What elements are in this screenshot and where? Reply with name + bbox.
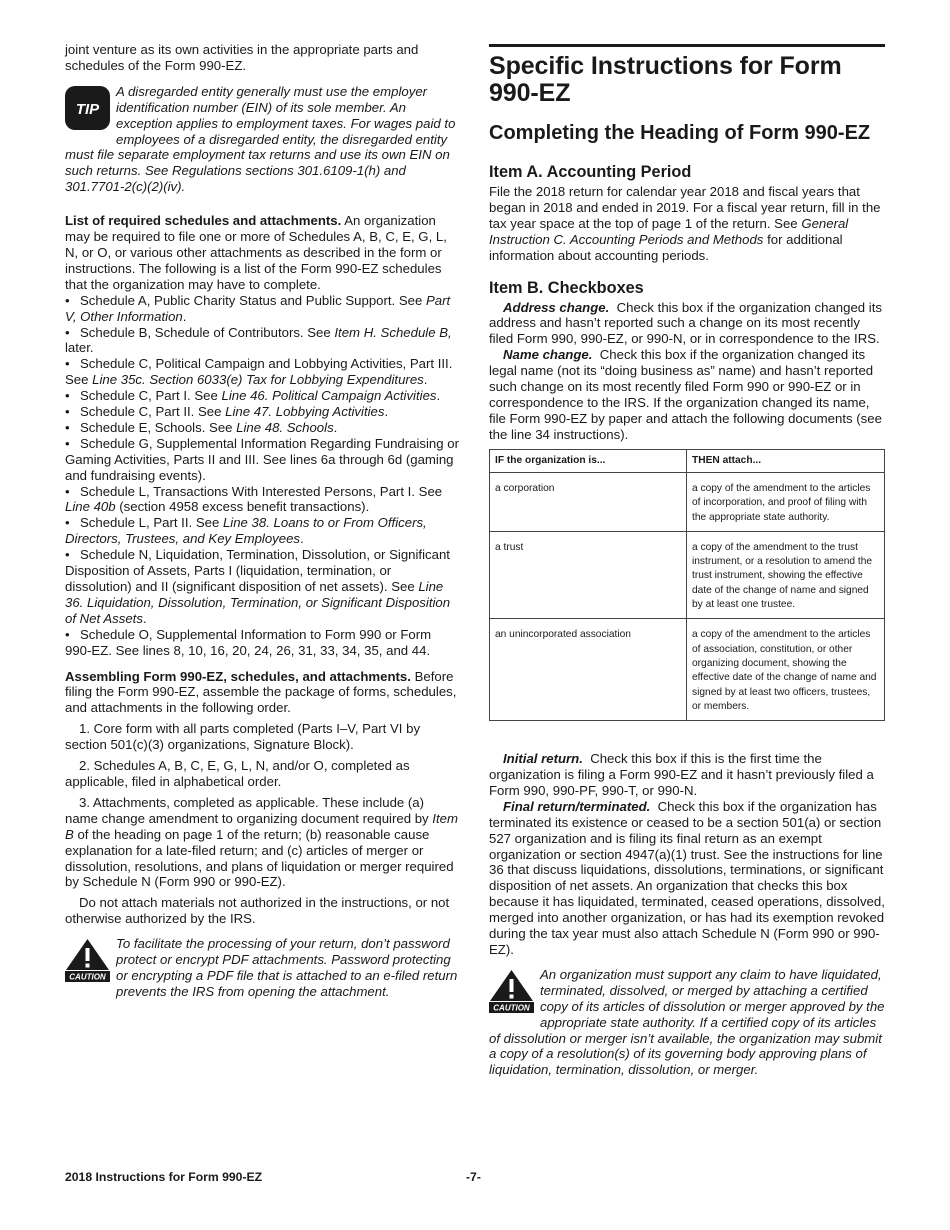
- caution-icon: [65, 938, 110, 982]
- item-b-heading: Item B. Checkboxes: [489, 278, 644, 297]
- list-item: • Schedule C, Part I. See Line 46. Political Campaign Activities.: [65, 388, 441, 404]
- name-change-table: [489, 449, 885, 721]
- intro-paragraph: joint venture as its own activities in the appropriate parts and schedules of the Form 990-EZ.: [65, 42, 419, 73]
- schedules-heading: List of required schedules and attachments.: [65, 213, 342, 229]
- tip-note: [65, 84, 460, 195]
- schedules-intro: An organization may be required to file one or more of Schedules A, B, C, E, G, L, N, or O, or various other attachments as described in the form or instructions. The following is a list of the Form 990-EZ schedules that the organization may have to complete.: [65, 213, 447, 292]
- no-attach-paragraph: Do not attach materials not authorized in the instructions, or not otherwise authorized by the IRS.: [65, 895, 450, 927]
- caution-badge-label: CAUTION: [493, 1003, 530, 1013]
- table-cell: an unincorporated association: [490, 619, 687, 721]
- table-header-row: [490, 449, 885, 472]
- left-column: [65, 42, 460, 1000]
- item-a-paragraph: File the 2018 return for calendar year 2018 and fiscal years that began in 2018 and ended in 2019. For a fiscal year return, fill in the tax year space at the top of page 1 of the return. See General Instruction C. Accounting Periods and Methods for additional information about accounting periods.: [489, 184, 881, 263]
- table-cell: a copy of the amendment to the articles of association, constitution, or other organizing document, showing the effective date of the change of name and signed by at least two officers, trustees, or members.: [687, 619, 885, 721]
- table-cell: a corporation: [490, 472, 687, 531]
- footer-title: 2018 Instructions for Form 990-EZ: [65, 1170, 263, 1184]
- list-item: • Schedule C, Part II. See Line 47. Lobbying Activities.: [65, 404, 389, 420]
- list-item: • Schedule E, Schools. See Line 48. Schools.: [65, 419, 338, 435]
- assembling-intro: Before filing the Form 990-EZ, assemble the package of forms, schedules, and attachments in the following order.: [65, 668, 457, 716]
- list-item: • Schedule G, Supplemental Information Regarding Fundraising or Gaming Activities, Parts II and III. See lines 6a through 6d (gaming and fundraising events).: [65, 435, 459, 483]
- name-change-paragraph: Name change. Check this box if the organization changed its legal name (not its “doing business as” name) and hasn’t reported such change on its most recently filed Form 990 or 990-EZ or in correspondence to the IRS. If the organization changed its name, file Form 990-EZ by paper and attach the following documents (see the line 34 instructions).: [489, 347, 882, 442]
- final-return-paragraph: Final return/terminated. Check this box if the organization has terminated its existence or ceased to be a section 501(a) or section 527 organization and is filing its final return as an exempt organization or section 4947(a)(1) trust. See the instructions for line 36 that discuss liquidations, dissolutions, terminations, or significant disposition of net assets. An organization that checks this box because it has liquidated, terminated, ceased operations, dissolved, merged into another organization, or has had its exemption revoked during the tax year must also attach Schedule N (Form 990 or 990-EZ).: [489, 798, 885, 958]
- section-subtitle: Completing the Heading of Form 990-EZ: [489, 122, 871, 144]
- assembling-heading: Assembling Form 990-EZ, schedules, and attachments.: [65, 668, 411, 684]
- schedules-list: [65, 293, 460, 659]
- list-item: • Schedule C, Political Campaign and Lobbying Activities, Part III. See Line 35c. Section 6033(e) Tax for Lobbying Expenditures.: [65, 356, 453, 388]
- tip-badge-label: TIP: [75, 100, 100, 118]
- table-row: [490, 619, 885, 721]
- right-column: [489, 44, 885, 1078]
- assembling-step-2: 2. Schedules A, B, C, E, G, L, N, and/or O, completed as applicable, filed in alphabetical order.: [65, 758, 410, 789]
- initial-return-paragraph: Initial return. Check this box if this is the first time the organization is filing a Form 990-EZ and it hasn’t previously filed a Form 990, 990-PF, 990-T, or 990-N.: [489, 751, 874, 798]
- assembling-step-1: 1. Core form with all parts completed (Parts I–V, Part VI by section 501(c)(3) organizations, Signature Block).: [65, 721, 421, 753]
- caution-text: An organization must support any claim to have liquidated, terminated, dissolved, or merged by attaching a certified copy of its articles of dissolution or merger approved by the appropriate state authority. If a certified copy of its articles of dissolution or merger isn’t available, the organization may submit a copy of a resolution(s) of its governing body approving plans of liquidation, termination, dissolution, or merger.: [489, 966, 885, 1078]
- list-item: • Schedule L, Part II. See Line 38. Loans to or From Officers, Directors, Trustees, and Key Employees.: [65, 515, 427, 547]
- table-row: [490, 472, 885, 531]
- list-item: • Schedule N, Liquidation, Termination, Dissolution, or Significant Disposition of Assets, Parts I (liquidation, termination, or dissolution) and II (significant disposition of net assets). See Line 36. Liquidation, Dissolution, Termination, or Significant Disposition of Net Assets.: [65, 547, 451, 626]
- address-change-paragraph: Address change. Check this box if the organization changed its address and hasn’t reported such a change on its most recently filed Form 990, 990-EZ, or 990-N, or in correspondence to the IRS.: [489, 299, 882, 347]
- item-a-heading: Item A. Accounting Period: [489, 163, 692, 181]
- list-item: • Schedule L, Transactions With Interested Persons, Part I. See Line 40b (section 4958 excess benefit transactions).: [65, 483, 443, 515]
- caution-note-left: [65, 936, 460, 1000]
- list-item: • Schedule A, Public Charity Status and Public Support. See Part V, Other Information.: [65, 292, 451, 324]
- page-title: Specific Instructions for Form 990-EZ: [489, 52, 842, 107]
- page-number: -7-: [466, 1170, 481, 1184]
- tip-text: A disregarded entity generally must use the employer identification number (EIN) of its sole member. An exception applies to employment taxes. For wages paid to employees of a disregarded entity, the disregarded entity must file separate employment tax returns and use its own EIN on such returns. See Regulations sections 301.6109-1(h) and 301.7701-2(c)(2)(iv).: [65, 83, 456, 195]
- list-item: • Schedule O, Supplemental Information to Form 990 or Form 990-EZ. See lines 8, 10, 16, 20, 24, 26, 31, 33, 34, 35, and 44.: [65, 626, 432, 658]
- table-cell: a trust: [490, 531, 687, 618]
- section-rule: [489, 44, 885, 47]
- table-row: [490, 531, 885, 618]
- caution-note-right: [489, 967, 885, 1078]
- caution-text: To facilitate the processing of your return, don’t password protect or encrypt PDF attachments. Password protecting or encrypting a PDF file that is attached to an e-filed return prevents the IRS from opening the attachment.: [116, 936, 458, 999]
- table-cell: a copy of the amendment to the trust instrument, or a resolution to amend the trust instrument, showing the effective date of the change of name and signed by at least one trustee.: [687, 531, 885, 618]
- table-cell: a copy of the amendment to the articles of incorporation, and proof of filing with the appropriate state authority.: [687, 472, 885, 531]
- assembling-step-3: 3. Attachments, completed as applicable. These include (a) name change amendment to organizing document required by Item B of the heading on page 1 of the return; (b) reasonable cause explanation for a late-filed return; and (c) articles of merger or dissolution, resolutions, and plans of liquidation or merger required by Schedule N (Form 990 or 990-EZ).: [65, 794, 458, 890]
- tip-icon: [65, 86, 110, 130]
- caution-icon: [489, 969, 534, 1013]
- table-header: THEN attach...: [687, 449, 885, 472]
- assembling-paragraph: [65, 669, 460, 717]
- table-header: IF the organization is...: [490, 449, 687, 472]
- caution-badge-label: CAUTION: [69, 972, 106, 982]
- list-item: • Schedule B, Schedule of Contributors. See Item H. Schedule B, later.: [65, 324, 452, 356]
- schedules-paragraph: [65, 213, 460, 293]
